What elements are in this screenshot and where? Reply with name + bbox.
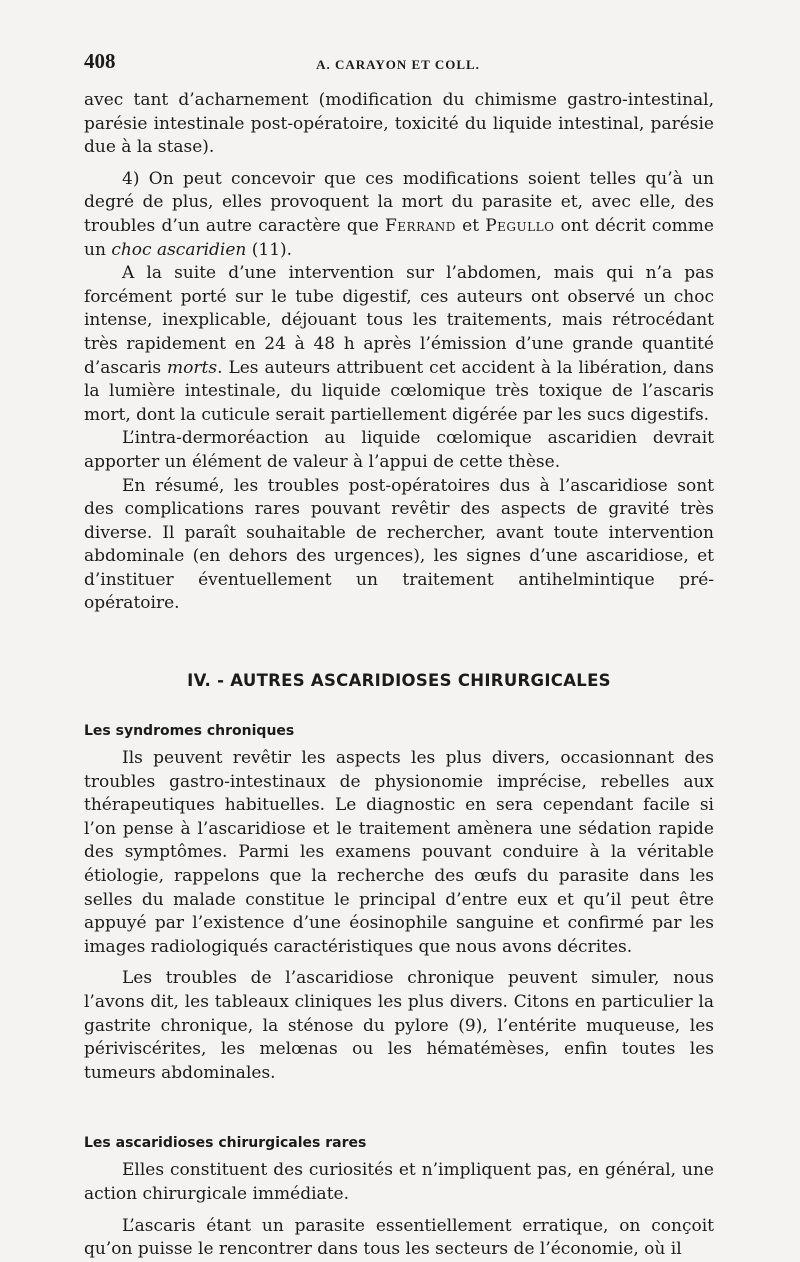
running-title: A. CARAYON ET COLL.: [316, 57, 480, 72]
italic-term: morts: [167, 357, 218, 378]
author-name-ferrand: Ferrand: [385, 215, 456, 236]
page-body: [84, 89, 714, 1262]
text-run: A la suite d’une intervention sur l’abdomen, mais qui n’a pas forcément porté sur le tube digestif, ces auteurs ont observé un choc intense, inexplicable, déjouant tous les traitements, mais rétrocédant très rapidement en 24 à 48 h après l’émission d’une grande quantité d’ascaris: [84, 263, 714, 378]
paragraph-chroniques-2: Les troubles de l’ascaridiose chronique peuvent simuler, nous l’avons dit, les tableaux cliniques les plus divers. Citons en particulier la gastrite chronique, la sténose du pylore (9), l’entérite muqueuse, les périviscérites, les melœnas ou les hématémèses, enfin toutes les tumeurs abdominales.: [84, 968, 714, 1083]
subsection-title-rares: Les ascaridioses chirurgicales rares: [84, 1135, 367, 1152]
text-run: et: [455, 215, 486, 236]
paragraph-intervention: [84, 262, 714, 427]
paragraph-intradermoreaction: L’intra-dermoréaction au liquide cœlomique ascaridien devrait apporter un élément de valeur à l’appui de cette thèse.: [84, 428, 714, 472]
paragraph-rares-1: Elles constituent des curiosités et n’impliquent pas, en général, une action chirurgicale immédiate.: [84, 1160, 714, 1204]
paragraph-continuation: avec tant d’acharnement (modification du chimisme gastro-intestinal, parésie intestinale post-opératoire, toxicité du liquide intestinal, parésie due à la stase).: [84, 90, 714, 158]
text-run: 4) On peut concevoir que ces modifications soient telles qu’à un degré de plus, elles provoquent la mort du parasite et, avec elle, des troubles d’un autre caractère que: [84, 168, 714, 236]
text-run: (11).: [246, 239, 293, 260]
author-name-pegullo: Pegullo: [485, 215, 555, 236]
section-title: IV. - AUTRES ASCARIDIOSES CHIRURGICALES: [187, 671, 611, 691]
text-run: ont décrit comme un: [84, 215, 714, 260]
text-run: . Les auteurs attribuent cet accident à la libération, dans la lumière intestinale, du liquide cœlomique très toxique de l’ascaris mort, dont la cuticule serait partiellement digérée par les sucs digestifs.: [84, 357, 714, 425]
italic-term: choc ascaridien: [111, 239, 247, 260]
paragraph-choc-ascaridien: [84, 168, 714, 262]
page-number: 408: [84, 49, 116, 73]
subsection-title-chroniques: Les syndromes chroniques: [84, 723, 295, 740]
paragraph-rares-2: L’ascaris étant un parasite essentiellement erratique, on conçoit qu’on puisse le rencontrer dans tous les secteurs de l’économie, où il: [84, 1215, 714, 1260]
page-header: [84, 49, 712, 75]
paragraph-chroniques-1: Ils peuvent revêtir les aspects les plus divers, occasionnant des troubles gastro-intestinaux de physionomie imprécise, rebelles aux thérapeutiques habituelles. Le diagnostic en sera cependant facile si l’on pense à l’ascaridiose et le traitement amènera une sédation rapide des symptômes. Parmi les examens pouvant conduire à la véritable étiologie, rappelons que la recherche des œufs du parasite dans les selles du malade constitue le principal d’entre eux et qu’il peut être appuyé par l’existence d’une éosinophile sanguine et confirmé par les images radiologiqués caractéristiques que nous avons décrites.: [84, 748, 714, 957]
paragraph-resume: En résumé, les troubles post-opératoires dus à l’ascaridiose sont des complications rares pouvant revêtir des aspects de gravité très diverse. Il paraît souhaitable de rechercher, avant toute intervention abdominale (en dehors des urgences), les signes d’une ascaridiose, et d’instituer éventuellement un traitement antihelmintique pré-opératoire.: [84, 475, 714, 614]
